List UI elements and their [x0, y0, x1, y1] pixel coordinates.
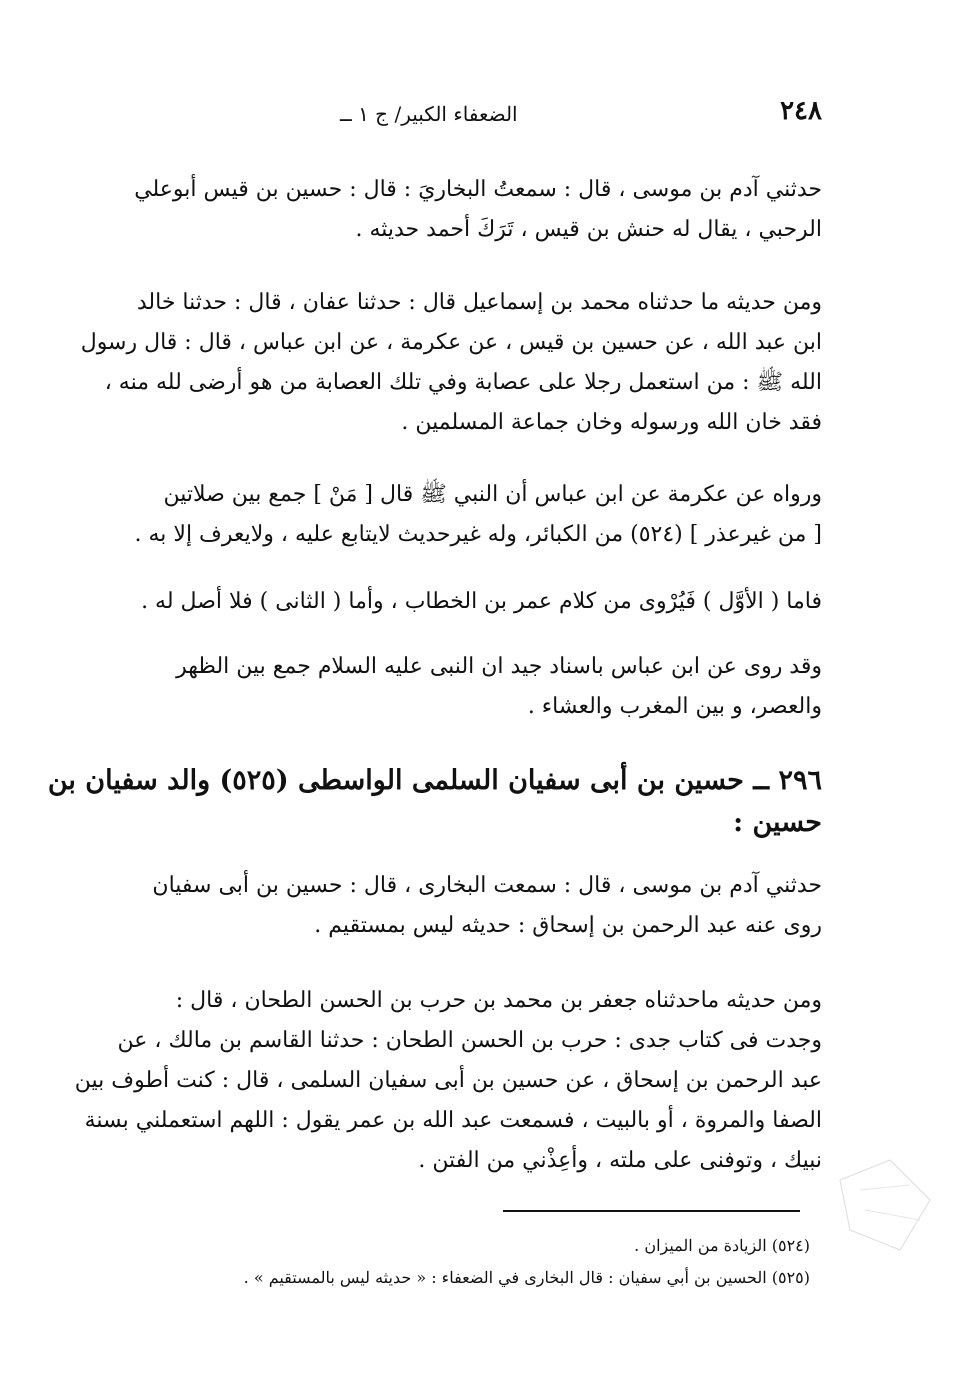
running-title: الضعفاء الكبير/ ج ١ ــ	[340, 102, 518, 126]
heading-line: ٢٩٦ ــ حسين بن أبى سفيان السلمى الواسطى (٥٢٥) والد سفيان بن	[47, 765, 822, 796]
footnote-524: (٥٢٤) الزيادة من الميزان .	[634, 1236, 810, 1255]
text-line: وجدت فى كتاب جدى : حرب بن الحسن الطحان : حدثنا القاسم بن مالك ، عن	[117, 1028, 822, 1053]
text-line: [ من غيرعذر ] (٥٢٤) من الكبائر، وله غيرحديث لايتابع عليه ، ولايعرف إلا به .	[134, 522, 822, 547]
scan-artifact	[830, 1140, 940, 1260]
paragraph-2	[80, 283, 822, 443]
text-line: والعصر، و بين المغرب والعشاء .	[527, 694, 822, 719]
paragraph-4	[110, 582, 822, 622]
text-line: نبيك ، وتوفنى على ملته ، وأعِذْني من الفتن .	[418, 1148, 822, 1173]
text-line: حدثني آدم بن موسى ، قال : سمعت البخارى ، قال : حسين بن أبى سفيان	[152, 873, 822, 898]
text-line: ورواه عن عكرمة عن ابن عباس أن النبي ﷺ قال [ مَنْ ] جمع بين صلاتين	[163, 482, 822, 507]
entry-heading	[47, 760, 822, 844]
page-number: ٢٤٨	[780, 96, 822, 126]
footnote-525: (٥٢٥) الحسين بن أبي سفيان : قال البخارى في الضعفاء : « حديثه ليس بالمستقيم » .	[243, 1268, 810, 1287]
text-line: ابن عبد الله ، عن حسين بن قيس ، عن عكرمة ، عن ابن عباس ، قال : قال رسول	[80, 330, 822, 355]
text-line: الرحبي ، يقال له حنش بن قيس ، تَرَكَ أحمد حديثه .	[355, 217, 822, 242]
text-line: عبد الرحمن بن إسحاق ، عن حسين بن أبى سفيان السلمى ، قال : كنت أطوف بين	[74, 1068, 822, 1093]
text-line: وقد روى عن ابن عباس باسناد جيد ان النبى عليه السلام جمع بين الظهر	[176, 654, 822, 679]
text-line: ومن حديثه ما حدثناه محمد بن إسماعيل قال : حدثنا عفان ، قال : حدثنا خالد	[136, 290, 822, 315]
text-line: الصفا والمروة ، أو بالبيت ، فسمعت عبد الله بن عمر يقول : اللهم استعملني بسنة	[84, 1108, 822, 1133]
entry-paragraph-1	[110, 866, 822, 946]
entry-paragraph-2	[74, 981, 822, 1181]
paragraph-1	[110, 170, 822, 250]
footnote-separator	[503, 1210, 800, 1212]
text-line: فاما ( الأوَّل ) فَيُرْوى من كلام عمر بن الخطاب ، وأما ( الثانى ) فلا أصل له .	[141, 589, 822, 614]
page-header	[110, 96, 822, 136]
text-line: روى عنه عبد الرحمن بن إسحاق : حديثه ليس بمستقيم .	[314, 913, 822, 938]
paragraph-3	[110, 475, 822, 555]
text-line: ومن حديثه ماحدثناه جعفر بن محمد بن حرب بن الحسن الطحان ، قال :	[175, 988, 822, 1013]
text-line: حدثني آدم بن موسى ، قال : سمعتُ البخاريَ : قال : حسين بن قيس أبوعلي	[134, 177, 822, 202]
text-line: الله ﷺ : من استعمل رجلا على عصابة وفي تلك العصابة من هو أرضى لله منه ،	[104, 370, 822, 395]
heading-line: حسين :	[733, 807, 822, 838]
text-line: فقد خان الله ورسوله وخان جماعة المسلمين .	[401, 410, 822, 435]
paragraph-5	[110, 647, 822, 727]
